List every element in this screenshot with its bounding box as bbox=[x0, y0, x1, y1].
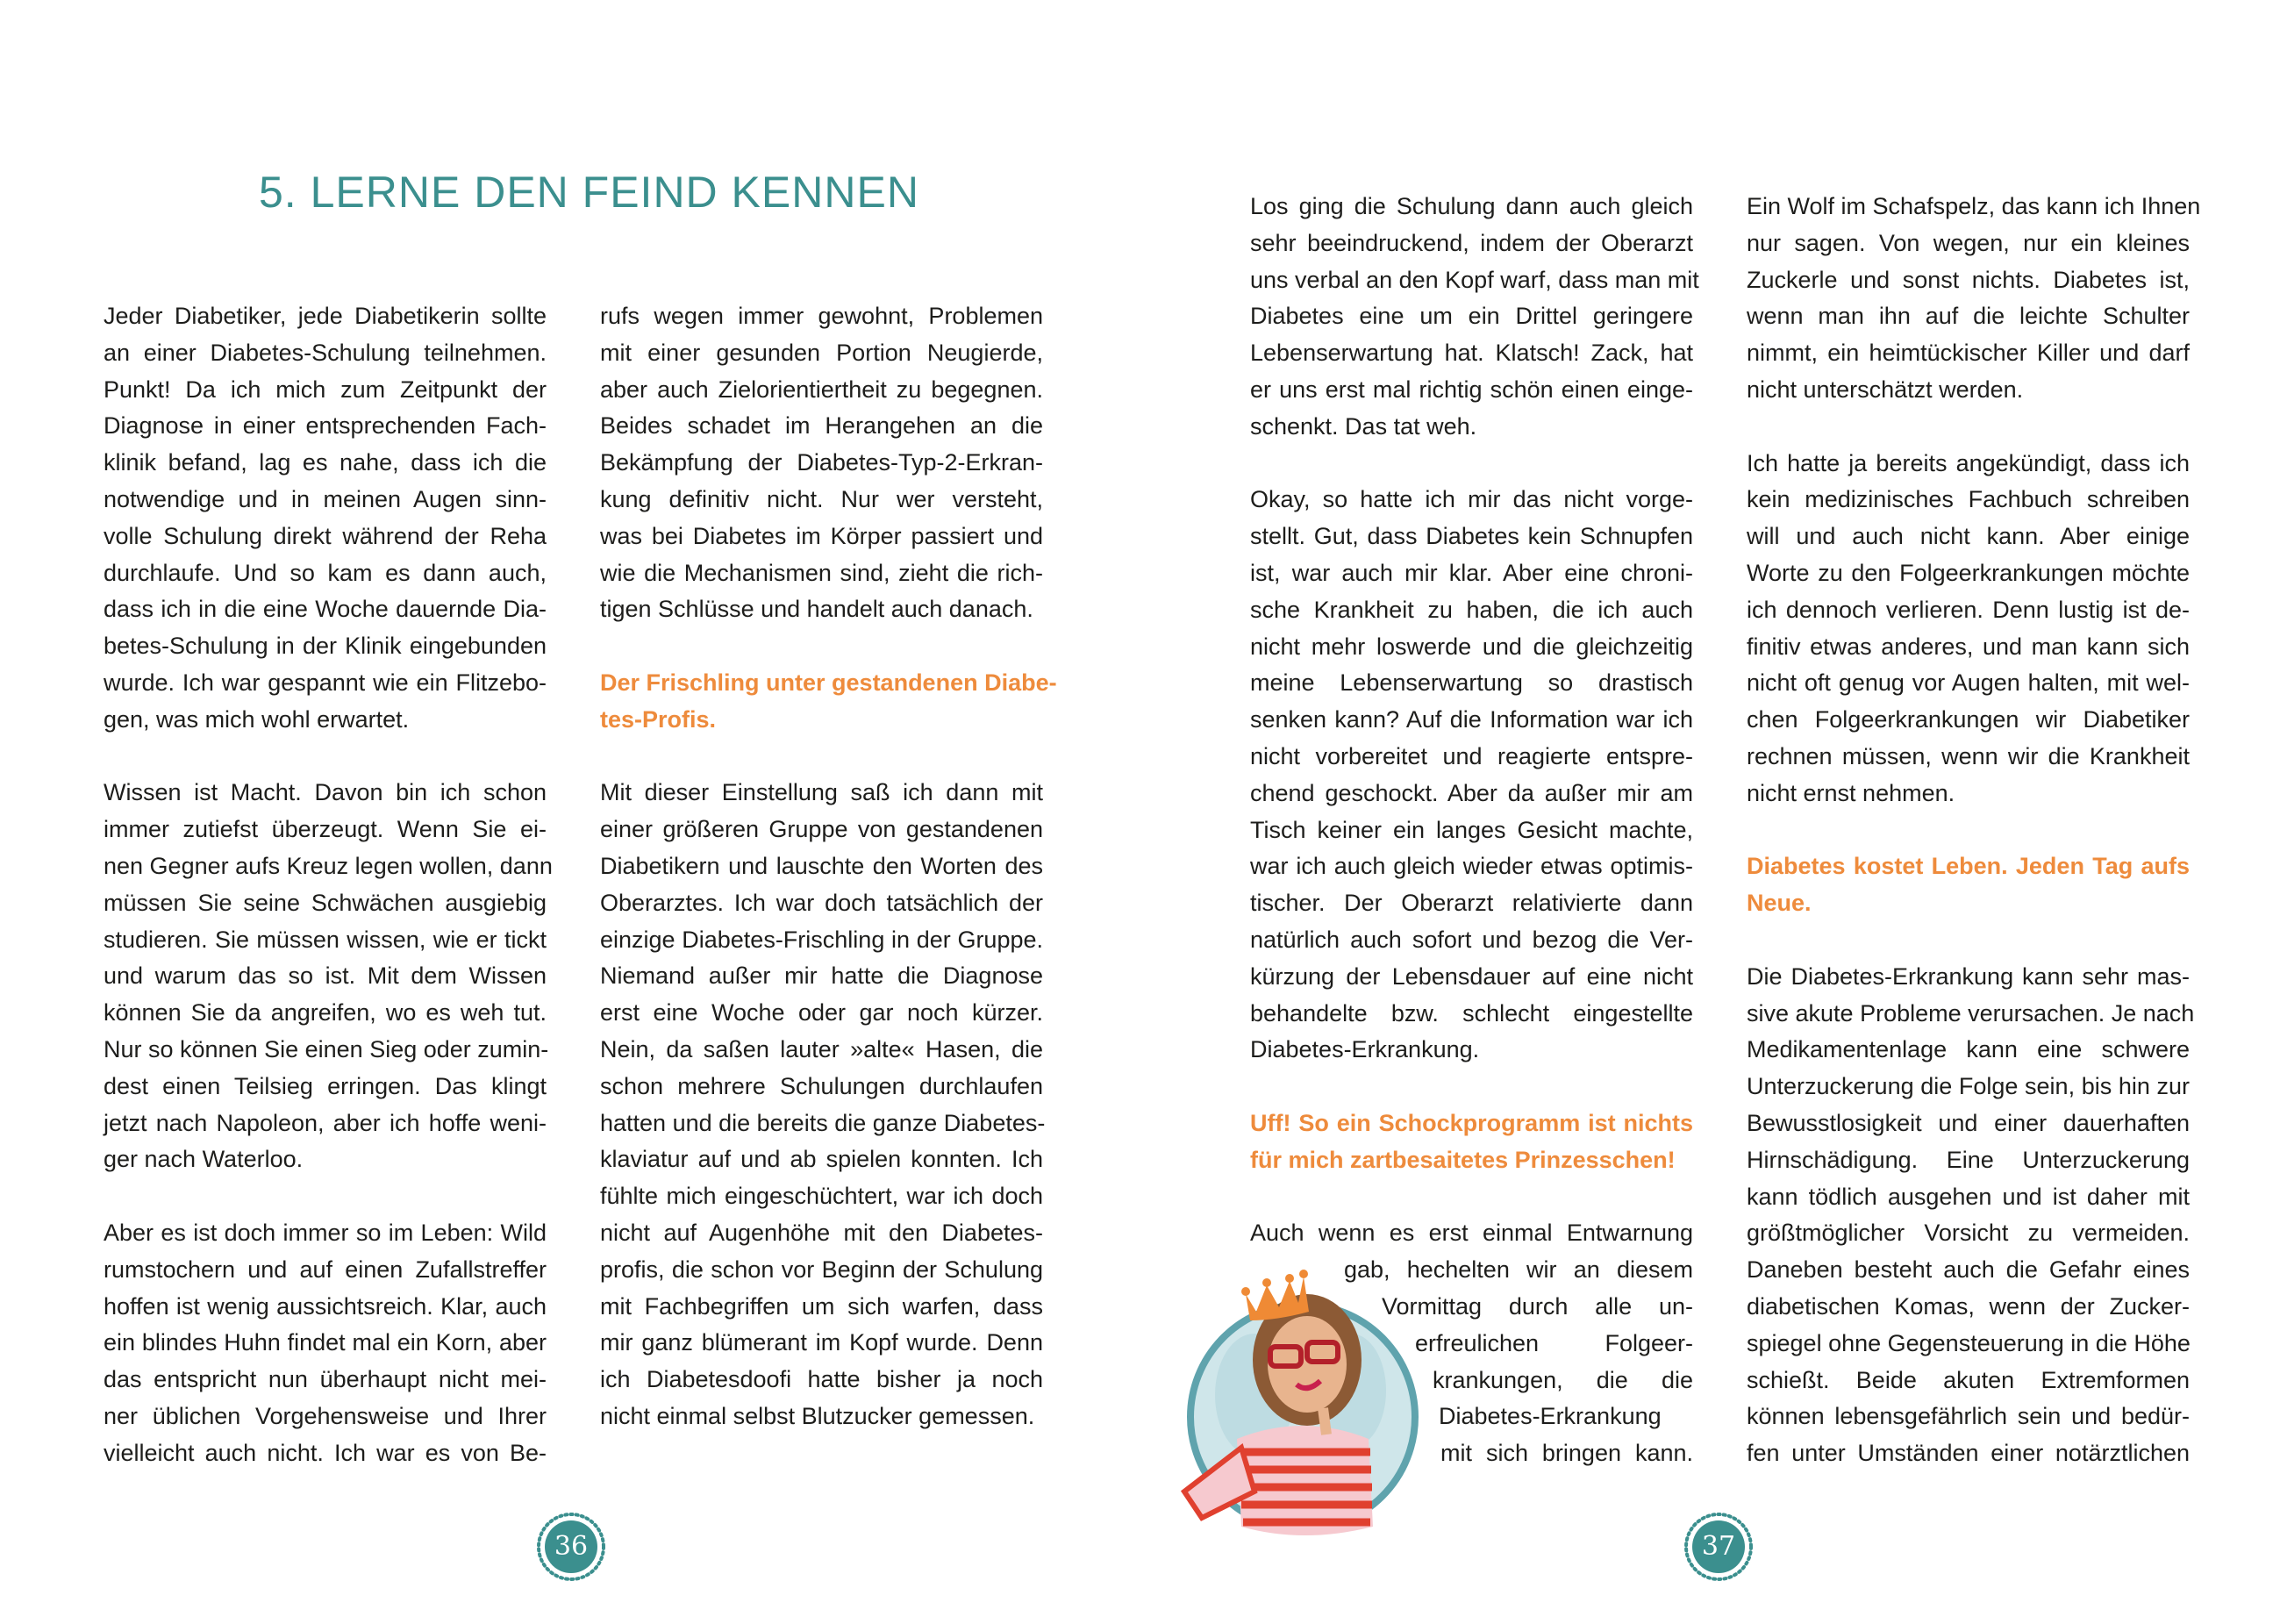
text-line: rufs wegen immer gewohnt, Problemen bbox=[600, 303, 1043, 329]
page-number-text: 37 bbox=[1701, 1531, 1736, 1562]
text-line: Zuckerle und sonst nichts. Diabetes ist, bbox=[1747, 266, 2190, 293]
text-line: dest einen Teilsieg erringen. Das klingt bbox=[104, 1072, 547, 1099]
text-line: ein blindes Huhn findet mal ein Korn, aber bbox=[104, 1329, 547, 1356]
paragraph bbox=[1747, 189, 2201, 409]
text-line: und warum das so ist. Mit dem Wissen bbox=[104, 962, 547, 990]
text-line: Lebenserwartung hat. Klatsch! Zack, hat bbox=[1250, 340, 1693, 367]
text-line: können Sie da angreifen, wo es weh tut. bbox=[104, 999, 547, 1027]
text-line: stellt. Gut, dass Diabetes kein Schnupfen bbox=[1250, 523, 1693, 550]
text-line: schenkt. Das tat weh. bbox=[1250, 412, 1477, 440]
text-column-left-page-1 bbox=[104, 298, 553, 1508]
text-line: fen unter Umständen einer notärztlichen bbox=[1747, 1440, 2190, 1467]
text-line: nimmt, ein heimtückischer Killer und darf bbox=[1747, 340, 2190, 367]
text-line: Wissen ist Macht. Davon bin ich schon bbox=[104, 779, 547, 806]
text-line: hatten und die bereits die ganze Diabetes- bbox=[600, 1109, 1046, 1136]
text-line: Der Frischling unter gestandenen Diabe- bbox=[600, 669, 1057, 696]
text-line: Unterzuckerung die Folge sein, bis hin zur bbox=[1747, 1073, 2190, 1100]
text-line: ist, war auch mir klar. Aber eine chroni- bbox=[1250, 559, 1693, 586]
text-line: er uns erst mal richtig schön einen einge- bbox=[1250, 376, 1693, 403]
text-line: wie die Mechanismen sind, zieht die rich- bbox=[600, 559, 1043, 586]
text-line: ich dennoch verlieren. Denn lustig ist de- bbox=[1747, 596, 2190, 623]
page-number-text: 36 bbox=[554, 1531, 589, 1562]
text-line: Punkt! Da ich mich zum Zeitpunkt der bbox=[104, 376, 547, 403]
text-line: nicht auf Augenhöhe mit den Diabetes- bbox=[600, 1219, 1043, 1246]
text-column-left-page-2 bbox=[600, 298, 1057, 1472]
text-line: Oberarztes. Ich war doch tatsächlich der bbox=[600, 889, 1043, 916]
text-line: tes-Profis. bbox=[600, 705, 717, 733]
text-line: Vormittag durch alle un- bbox=[1382, 1292, 1693, 1320]
text-line: Uff! So ein Schockprogramm ist nichts bbox=[1250, 1109, 1693, 1136]
text-line: ich Diabetesdoofi hatte bisher ja noch bbox=[600, 1366, 1043, 1393]
text-line: Nur so können Sie einen Sieg oder zumin- bbox=[104, 1035, 549, 1062]
text-line: sive akute Probleme verursachen. Je nach bbox=[1747, 999, 2195, 1027]
text-line: mit sich bringen kann. bbox=[1440, 1440, 1693, 1467]
text-line: notwendige und in meinen Augen sinn- bbox=[104, 485, 547, 512]
text-line: chen Folgeerkrankungen wir Diabetiker bbox=[1747, 706, 2190, 733]
text-line: hoffen ist wenig aussichtsreich. Klar, auch bbox=[104, 1292, 547, 1320]
text-line: klaviatur auf und ab spielen konnten. Ich bbox=[600, 1146, 1043, 1173]
text-line: Tisch keiner ein langes Gesicht machte, bbox=[1250, 816, 1693, 843]
paragraph bbox=[1747, 959, 2195, 1472]
text-line: klinik befand, lag es nahe, dass ich die bbox=[104, 449, 547, 476]
text-line: Medikamentenlage kann eine schwere bbox=[1747, 1036, 2190, 1063]
text-line: studieren. Sie müssen wissen, wie er tickt bbox=[104, 926, 547, 953]
text-line: ger nach Waterloo. bbox=[104, 1146, 304, 1173]
text-line: natürlich auch sofort und bezog die Ver- bbox=[1250, 926, 1693, 953]
text-line: kein medizinisches Fachbuch schreiben bbox=[1747, 486, 2190, 513]
text-line: behandelte bzw. schlecht eingestellte bbox=[1250, 999, 1693, 1027]
text-line: profis, die schon vor Beginn der Schulung bbox=[600, 1256, 1043, 1283]
text-line: schon mehrere Schulungen durchlaufen bbox=[600, 1072, 1043, 1099]
text-line: rechnen müssen, wenn wir die Krankheit bbox=[1747, 742, 2190, 769]
page-number-right bbox=[1683, 1512, 1754, 1582]
text-line: Niemand außer mir hatte die Diagnose bbox=[600, 962, 1043, 990]
text-line: Auch wenn es erst einmal Entwarnung bbox=[1250, 1220, 1693, 1247]
text-line: mit einer gesunden Portion Neugierde, bbox=[600, 339, 1043, 366]
text-line: an einer Diabetes-Schulung teilnehmen. bbox=[104, 339, 547, 366]
text-line: chend geschockt. Aber da außer mir am bbox=[1250, 779, 1693, 806]
paragraph bbox=[600, 298, 1043, 628]
text-line: Bekämpfung der Diabetes-Typ-2-Erkran- bbox=[600, 449, 1043, 476]
text-line: rumstochern und auf einen Zufallstreffer bbox=[104, 1256, 547, 1283]
text-line: Diabetes-Erkrankung bbox=[1439, 1403, 1662, 1430]
text-line: das entspricht nun überhaupt nicht mei- bbox=[104, 1366, 547, 1393]
text-line: mit Fachbegriffen um sich warfen, dass bbox=[600, 1292, 1043, 1320]
text-line: Diagnose in einer entsprechenden Fach- bbox=[104, 412, 547, 440]
paragraph bbox=[1250, 482, 1693, 1069]
text-line: kann tödlich ausgehen und ist daher mit bbox=[1747, 1183, 2190, 1210]
text-line: Diabetes eine um ein Drittel geringere bbox=[1250, 303, 1693, 330]
text-line: was bei Diabetes im Körper passiert und bbox=[600, 522, 1043, 549]
paragraph bbox=[1747, 446, 2190, 812]
text-line: jetzt nach Napoleon, aber ich hoffe weni- bbox=[104, 1109, 547, 1136]
text-line: immer zutiefst überzeugt. Wenn Sie ei- bbox=[104, 816, 547, 843]
page-number-left bbox=[536, 1512, 606, 1582]
text-line: Ich hatte ja bereits angekündigt, dass ich bbox=[1747, 449, 2190, 476]
text-line: erst eine Woche oder gar noch kürzer. bbox=[600, 999, 1043, 1027]
text-line: Jeder Diabetiker, jede Diabetikerin sollte bbox=[104, 303, 547, 329]
text-line: Beides schadet im Herangehen an die bbox=[600, 412, 1043, 440]
text-line: nicht oft genug vor Augen halten, mit wel- bbox=[1747, 669, 2190, 697]
text-line: Diabetes kostet Leben. Jeden Tag aufs bbox=[1747, 853, 2190, 880]
text-line: können lebensgefährlich sein und bedür- bbox=[1747, 1403, 2190, 1430]
text-line: dass ich in die eine Woche dauernde Dia- bbox=[104, 596, 547, 623]
text-line: wurde. Ich war gespannt wie ein Flitzebo- bbox=[104, 669, 547, 696]
text-line: einzige Diabetes-Frischling in der Gruppe. bbox=[600, 926, 1043, 953]
text-line: senken kann? Auf die Information war ich bbox=[1250, 706, 1693, 733]
text-line: sehr beeindruckend, indem der Oberarzt bbox=[1250, 229, 1693, 256]
text-line: nur sagen. Von wegen, nur ein kleines bbox=[1747, 229, 2190, 256]
text-line: finitiv etwas anderes, und man kann sich bbox=[1747, 633, 2190, 660]
text-line: größtmöglicher Vorsicht zu vermeiden. bbox=[1747, 1220, 2190, 1247]
paragraph bbox=[104, 1215, 547, 1472]
text-line: uns verbal an den Kopf warf, dass man mit bbox=[1250, 266, 1699, 293]
text-line: Neue. bbox=[1747, 890, 1812, 917]
text-line: Mit dieser Einstellung saß ich dann mit bbox=[600, 779, 1043, 806]
text-line: Diabetes-Erkrankung. bbox=[1250, 1036, 1480, 1063]
paragraph bbox=[600, 775, 1046, 1434]
text-line: tigen Schlüsse und handelt auch danach. bbox=[600, 596, 1033, 623]
text-line: Daneben besteht auch die Gefahr eines bbox=[1747, 1256, 2190, 1284]
text-line: aber auch Zielorientiertheit zu begegnen. bbox=[600, 376, 1043, 403]
text-line: gab, hechelten wir an diesem bbox=[1344, 1256, 1693, 1284]
text-line: nicht mehr loswerde und die gleichzeitig bbox=[1250, 633, 1693, 660]
text-line: tischer. Der Oberarzt relativierte dann bbox=[1250, 890, 1693, 917]
text-line: nicht einmal selbst Blutzucker gemessen. bbox=[600, 1402, 1035, 1429]
text-line: krankungen, die die bbox=[1433, 1366, 1693, 1393]
text-line: nicht unterschätzt werden. bbox=[1747, 376, 2024, 403]
text-line: Los ging die Schulung dann auch gleich bbox=[1250, 193, 1693, 219]
text-line: will und auch nicht kann. Aber einige bbox=[1747, 523, 2190, 550]
text-line: ner üblichen Vorgehensweise und Ihrer bbox=[104, 1402, 547, 1429]
text-line: sche Krankheit zu haben, die ich auch bbox=[1250, 596, 1693, 623]
text-line: nicht ernst nehmen. bbox=[1747, 779, 1955, 806]
chapter-heading: 5. LERNE DEN FEIND KENNEN bbox=[259, 168, 919, 217]
text-line: kung definitiv nicht. Nur wer versteht, bbox=[600, 485, 1043, 512]
text-line: Aber es ist doch immer so im Leben: Wild bbox=[104, 1219, 547, 1246]
text-line: spiegel ohne Gegensteuerung in die Höhe bbox=[1747, 1329, 2191, 1356]
text-line: nicht vorbereitet und reagierte entspre- bbox=[1250, 742, 1693, 769]
subheading bbox=[1250, 1105, 1693, 1179]
paragraph bbox=[104, 775, 553, 1178]
paragraph bbox=[1250, 189, 1699, 446]
text-line: gen, was mich wohl erwartet. bbox=[104, 705, 410, 733]
text-line: müssen Sie seine Schwächen ausgiebig bbox=[104, 889, 547, 916]
text-line: betes-Schulung in der Klinik eingebunden bbox=[104, 633, 547, 660]
text-line: für mich zartbesaitetes Prinzesschen! bbox=[1250, 1146, 1676, 1173]
text-line: erfreulichen Folgeer- bbox=[1415, 1329, 1693, 1356]
text-line: einer größeren Gruppe von gestandenen bbox=[600, 816, 1043, 843]
paragraph bbox=[104, 298, 547, 739]
text-line: Worte zu den Folgeerkrankungen möchte bbox=[1747, 559, 2190, 586]
text-column-right-page-2 bbox=[1747, 189, 2201, 1509]
text-line: mir ganz blümerant im Kopf wurde. Denn bbox=[600, 1329, 1043, 1356]
text-line: schießt. Beide akuten Extremformen bbox=[1747, 1366, 2190, 1393]
text-line: Diabetikern und lauschte den Worten des bbox=[600, 852, 1043, 879]
text-line: meine Lebenserwartung so drastisch bbox=[1250, 669, 1693, 697]
text-line: vielleicht auch nicht. Ich war es von Be- bbox=[104, 1439, 547, 1466]
text-line: wenn man ihn auf die leichte Schulter bbox=[1747, 303, 2190, 330]
text-line: Okay, so hatte ich mir das nicht vorge- bbox=[1250, 486, 1693, 513]
text-line: diabetischen Komas, wenn der Zucker- bbox=[1747, 1292, 2190, 1320]
text-line: Hirnschädigung. Eine Unterzuckerung bbox=[1747, 1146, 2190, 1173]
text-line: volle Schulung direkt während der Reha bbox=[104, 522, 547, 549]
text-line: fühlte mich eingeschüchtert, war ich doch bbox=[600, 1183, 1043, 1210]
text-line: durchlaufe. Und so kam es dann auch, bbox=[104, 559, 547, 586]
subheading bbox=[1747, 848, 2190, 922]
text-line: Ein Wolf im Schafspelz, das kann ich Ihnen bbox=[1747, 193, 2201, 219]
princess-illustration bbox=[1176, 1237, 1430, 1566]
text-line: nen Gegner aufs Kreuz legen wollen, dann bbox=[104, 852, 553, 879]
text-line: war ich auch gleich wieder etwas optimis- bbox=[1250, 853, 1693, 880]
text-line: Nein, da saßen lauter »alte« Hasen, die bbox=[600, 1035, 1043, 1062]
text-line: Die Diabetes-Erkrankung kann sehr mas- bbox=[1747, 962, 2190, 990]
text-line: kürzung der Lebensdauer auf eine nicht bbox=[1250, 962, 1693, 990]
text-line: Bewusstlosigkeit und einer dauerhaften bbox=[1747, 1109, 2190, 1136]
subheading bbox=[600, 665, 1057, 739]
